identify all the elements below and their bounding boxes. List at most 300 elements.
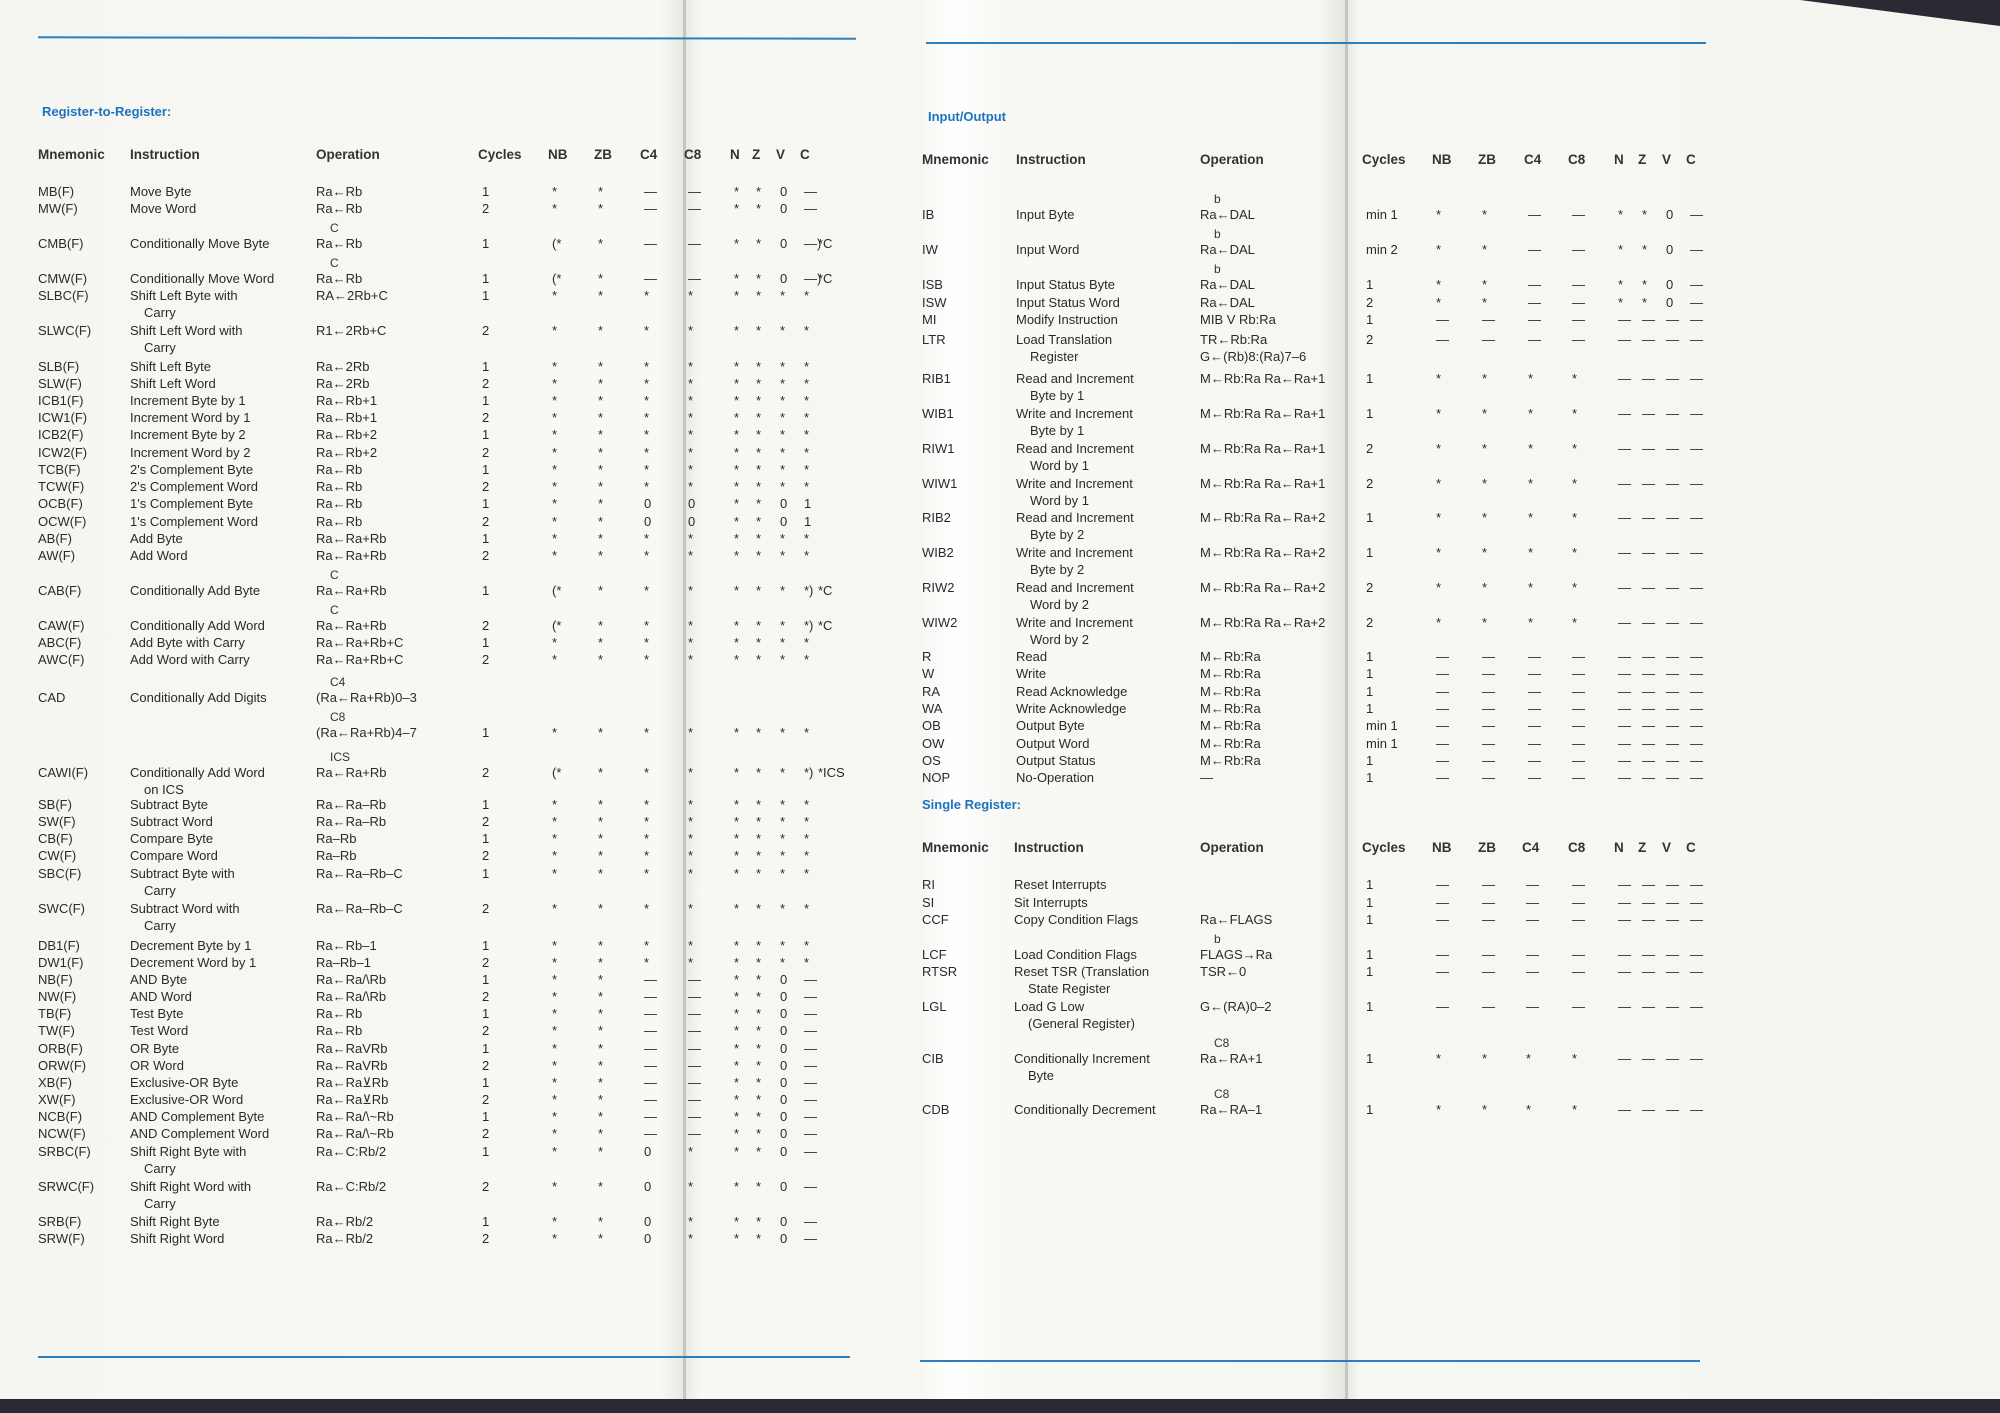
flag-n: * [734, 462, 740, 477]
flag-c4: — [1528, 684, 1541, 699]
cycles: 1 [482, 1006, 490, 1021]
flag-zb: * [1482, 207, 1488, 222]
flag-c4: * [644, 479, 650, 494]
flag-nb: * [552, 184, 558, 199]
cycles: 2 [482, 410, 490, 425]
flag-nb: * [552, 1023, 558, 1038]
flag-c8: — [1572, 312, 1585, 327]
instruction [130, 634, 245, 651]
instruction-line: Input Status Byte [1016, 277, 1116, 292]
column-header-instruction: Instruction [1014, 840, 1084, 855]
flag-c8: * [688, 831, 694, 846]
flag-c8: — [1572, 684, 1585, 699]
flag-z: * [756, 479, 762, 494]
flag-c8: — [1572, 999, 1585, 1014]
flag-z: — [1642, 770, 1655, 785]
flag-zb: * [598, 955, 604, 970]
instruction-line: Shift Left Byte [130, 359, 211, 374]
flag-z: — [1642, 701, 1655, 716]
column-header-c4: C4 [1524, 152, 1542, 167]
flag-c8: * [688, 1179, 694, 1194]
operation: Ra←Ra+Rb [316, 531, 387, 546]
flag-n: * [734, 1109, 740, 1124]
flag-z: * [756, 1144, 762, 1159]
flag-zb: * [598, 618, 604, 633]
mnemonic: XB(F) [38, 1075, 72, 1090]
flag-z: — [1642, 510, 1655, 525]
flag-v: 0 [780, 1023, 788, 1038]
flag-c8: * [688, 531, 694, 546]
cycles: 2 [482, 479, 490, 494]
flag-zb: — [1482, 332, 1495, 347]
flag-c4: — [1526, 877, 1539, 892]
instruction [130, 1125, 269, 1142]
flag-v: * [780, 725, 786, 740]
mnemonic: OB [922, 718, 941, 733]
flag-z: * [756, 583, 762, 598]
flag-nb: * [552, 1214, 558, 1229]
operation: Ra←Ra/\Rb [316, 972, 387, 987]
flag-v: — [1666, 1102, 1679, 1117]
column-header-c: C [1686, 152, 1696, 167]
flag-nb: — [1436, 753, 1449, 768]
flag-v: * [780, 814, 786, 829]
mnemonic: TB(F) [38, 1006, 72, 1021]
flag-c: — [804, 1109, 817, 1124]
flag-c4: — [1528, 701, 1541, 716]
flag-z: — [1642, 1051, 1655, 1066]
table-row [0, 1040, 817, 1056]
column-header-cycles: Cycles [478, 147, 522, 162]
flag-zb: * [1482, 510, 1488, 525]
cycles: 2 [482, 901, 490, 916]
flag-n: — [1618, 332, 1631, 347]
flag-c: — [1690, 242, 1703, 257]
instruction [130, 1230, 224, 1247]
flag-n: * [734, 1144, 740, 1159]
mnemonic: ISB [922, 277, 943, 292]
flag-nb: * [552, 1058, 558, 1073]
flag-nb: — [1436, 947, 1449, 962]
flag-c: — [1690, 332, 1703, 347]
cycles: 1 [1366, 277, 1374, 292]
flag-z: — [1642, 964, 1655, 979]
instruction-line: Carry [144, 340, 176, 355]
mnemonic: SRWC(F) [38, 1179, 95, 1194]
mnemonic: SLW(F) [38, 376, 82, 391]
instruction-line: Exclusive-OR Byte [130, 1075, 239, 1090]
flag-c4: * [1528, 615, 1534, 630]
flag-z: — [1642, 684, 1655, 699]
column-header-v: V [1662, 840, 1672, 855]
table-row [0, 700, 1703, 716]
flag-nb: * [552, 831, 558, 846]
mnemonic: AW(F) [38, 548, 76, 563]
operation: Ra←Ra⊻Rb [316, 1092, 389, 1107]
column-header-mnemonic: Mnemonic [922, 840, 989, 855]
flag-c8: * [688, 1231, 694, 1246]
flag-c8: * [688, 901, 694, 916]
flag-n: — [1618, 770, 1631, 785]
operation-superscript: C [330, 568, 339, 582]
flag-c4: * [1528, 441, 1534, 456]
table-row [0, 287, 810, 320]
flag-z: — [1642, 312, 1655, 327]
operation: FLAGS→Ra [1200, 947, 1273, 962]
flag-c8: * [688, 427, 694, 442]
cycles: 1 [482, 1144, 490, 1159]
flag-zb: — [1482, 999, 1495, 1014]
flag-zb: * [598, 445, 604, 460]
scan-edge [0, 1399, 2000, 1413]
instruction [130, 270, 274, 287]
mnemonic: R [922, 649, 932, 664]
flag-c: * [804, 635, 810, 650]
flag-n: * [734, 1092, 740, 1107]
flag-v: 0 [780, 1231, 788, 1246]
operation-superscript: b [1214, 932, 1221, 946]
cycles: 2 [1366, 476, 1374, 491]
instruction-line: Increment Word by 1 [130, 410, 251, 425]
flag-c: — [1690, 912, 1703, 927]
mnemonic: ORW(F) [38, 1058, 87, 1073]
column-header-zb: ZB [594, 147, 612, 162]
flag-c: — [1690, 580, 1703, 595]
flag-c8: — [688, 1109, 701, 1124]
flag-z: * [756, 1023, 762, 1038]
table-row [0, 954, 810, 970]
operation: Ra←Ra+Rb+C [316, 635, 404, 650]
flag-c: — [804, 1023, 817, 1038]
cycles: 2 [482, 814, 490, 829]
cycles: 1 [482, 531, 490, 546]
flag-c8: * [688, 376, 694, 391]
mnemonic: CMB(F) [38, 236, 84, 251]
flag-c8: * [688, 1214, 694, 1229]
flag-c4: — [1528, 666, 1541, 681]
operation: Ra←Ra+Rb+C [316, 652, 404, 667]
flag-v: 0 [780, 514, 788, 529]
flag-c: —) [804, 271, 822, 286]
instruction-line: Output Word [1016, 736, 1090, 751]
flag-note: *C [818, 618, 833, 633]
table-row [0, 513, 812, 529]
flag-nb: (* [552, 236, 562, 251]
flag-zb: * [1482, 615, 1488, 630]
operation-superscript: ICS [330, 750, 351, 764]
flag-z: — [1642, 736, 1655, 751]
flag-v: — [1666, 684, 1679, 699]
instruction-line: Increment Byte by 2 [130, 427, 246, 442]
flag-n: * [734, 531, 740, 546]
flag-zb: * [1482, 406, 1488, 421]
flag-z: — [1642, 441, 1655, 456]
table-row [0, 750, 845, 797]
operation: Ra←FLAGS [1200, 912, 1273, 927]
operation: M←Rb:Ra Ra←Ra+1 [1200, 406, 1326, 421]
instruction [1016, 665, 1046, 682]
instruction [130, 988, 192, 1005]
flag-c4: — [1528, 312, 1541, 327]
flag-v: * [780, 765, 786, 780]
table-row [0, 937, 810, 953]
flag-n: * [734, 236, 740, 251]
cycles: 1 [1366, 999, 1374, 1014]
flag-n: * [734, 901, 740, 916]
table-row [0, 392, 810, 408]
flag-c: * [804, 410, 810, 425]
flag-c: — [1690, 277, 1703, 292]
mnemonic: CW(F) [38, 848, 77, 863]
bottom-rule [38, 1356, 850, 1358]
flag-v: * [780, 359, 786, 374]
instruction-line: Add Byte [130, 531, 183, 546]
instruction-line: Modify Instruction [1016, 312, 1118, 327]
flag-v: — [1666, 406, 1679, 421]
flag-z: * [756, 514, 762, 529]
flag-v: — [1666, 947, 1679, 962]
flag-v: * [780, 288, 786, 303]
instruction [1016, 440, 1134, 474]
flag-c8: * [688, 323, 694, 338]
operation: Ra←2Rb [316, 359, 370, 374]
flag-zb: * [1482, 295, 1488, 310]
operation: Ra←Rb+2 [316, 445, 378, 460]
mnemonic: TCW(F) [38, 479, 85, 494]
mnemonic: LGL [922, 999, 947, 1014]
instruction-line: Write [1016, 666, 1047, 681]
cycles: 2 [1366, 295, 1374, 310]
flag-z: * [756, 1214, 762, 1229]
flag-v: * [780, 831, 786, 846]
cycles: 1 [482, 427, 490, 442]
flag-c: — [1690, 312, 1703, 327]
operation: Ra–Rb–1 [316, 955, 371, 970]
flag-z: — [1642, 877, 1655, 892]
flag-zb: * [598, 725, 604, 740]
operation: Ra←C:Rb/2 [316, 1144, 387, 1159]
instruction [130, 513, 258, 530]
column-header-operation: Operation [1200, 840, 1264, 855]
flag-n: * [734, 271, 740, 286]
instruction-line: OR Word [130, 1058, 184, 1073]
flag-zb: — [1482, 912, 1495, 927]
flag-v: * [780, 393, 786, 408]
top-rule [926, 42, 1706, 44]
operation: Ra←DAL [1200, 207, 1255, 222]
instruction [130, 865, 235, 899]
flag-z: — [1642, 718, 1655, 733]
flag-n: — [1618, 545, 1631, 560]
flag-v: — [1666, 312, 1679, 327]
operation: Ra←Ra+Rb [316, 583, 387, 598]
flag-note: *C [818, 236, 833, 251]
operation: Ra←Ra/\Rb [316, 989, 387, 1004]
flag-zb: * [1482, 1102, 1488, 1117]
flag-zb: * [598, 479, 604, 494]
flag-z: * [756, 548, 762, 563]
table-row [0, 547, 810, 563]
flag-c8: — [688, 1023, 701, 1038]
flag-v: — [1666, 999, 1679, 1014]
flag-c: — [804, 989, 817, 1004]
operation-superscript: C [330, 221, 339, 235]
flag-z: * [756, 1109, 762, 1124]
cycles: 1 [482, 359, 490, 374]
flag-n: — [1618, 371, 1631, 386]
mnemonic: MB(F) [38, 184, 75, 199]
instruction-line: Output Byte [1016, 718, 1085, 733]
table-row [0, 710, 810, 740]
mnemonic: CAD [38, 690, 66, 705]
flag-c8: * [688, 548, 694, 563]
flag-zb: * [1482, 277, 1488, 292]
instruction [130, 287, 238, 321]
flag-c: — [1690, 999, 1703, 1014]
instruction-line: AND Complement Byte [130, 1109, 265, 1124]
instruction [1016, 752, 1096, 769]
flag-v: — [1666, 964, 1679, 979]
flag-c: * [804, 445, 810, 460]
cycles: 1 [482, 831, 490, 846]
flag-n: — [1618, 947, 1631, 962]
operation: — [1200, 770, 1213, 785]
flag-v: 0 [780, 1214, 788, 1229]
flag-zb: — [1482, 964, 1495, 979]
flag-c8: * [1572, 580, 1578, 595]
instruction [1016, 579, 1134, 613]
flag-zb: * [598, 1179, 604, 1194]
flag-v: * [780, 531, 786, 546]
mnemonic: SBC(F) [38, 866, 82, 881]
flag-z: * [756, 201, 762, 216]
flag-c8: * [688, 462, 694, 477]
flag-c8: * [1572, 406, 1578, 421]
operation: M←Rb:Ra [1200, 684, 1261, 699]
operation: M←Rb:Ra Ra←Ra+2 [1200, 580, 1326, 595]
operation: Ra←Rb [316, 236, 363, 251]
flag-n: — [1618, 476, 1631, 491]
mnemonic: ABC(F) [38, 635, 82, 650]
mnemonic: CMW(F) [38, 271, 88, 286]
cycles: 1 [482, 1214, 490, 1229]
flag-zb: * [598, 583, 604, 598]
flag-zb: — [1482, 770, 1495, 785]
table-row [0, 900, 810, 933]
flag-z: * [756, 288, 762, 303]
flag-zb: * [598, 1231, 604, 1246]
instruction-line: Add Byte with Carry [130, 635, 245, 650]
instruction-line: Exclusive-OR Word [130, 1092, 244, 1107]
instruction [1016, 700, 1126, 717]
instruction [1016, 405, 1133, 439]
table-row [0, 971, 817, 987]
cycles: 1 [1366, 510, 1374, 525]
flag-c: — [804, 184, 817, 199]
flag-n: — [1618, 510, 1631, 525]
flag-c: — [804, 201, 817, 216]
flag-z: * [756, 462, 762, 477]
flag-n: * [734, 725, 740, 740]
cycles: 2 [482, 1126, 490, 1141]
column-header-n: N [1614, 840, 1624, 855]
cycles: 2 [482, 989, 490, 1004]
flag-zb: * [598, 1126, 604, 1141]
operation: Ra←Rb/2 [316, 1231, 374, 1246]
flag-c4: — [1528, 207, 1541, 222]
flag-nb: * [552, 652, 558, 667]
flag-c: — [1690, 476, 1703, 491]
flag-c4: — [1528, 295, 1541, 310]
instruction-line: Increment Byte by 1 [130, 393, 246, 408]
operation: RA←2Rb+C [316, 288, 388, 303]
flag-z: * [756, 236, 762, 251]
instruction-line: Input Word [1016, 242, 1080, 257]
flag-v: * [780, 848, 786, 863]
flag-n: * [734, 989, 740, 1004]
flag-n: — [1618, 736, 1631, 751]
flag-nb: — [1436, 770, 1449, 785]
column-header-cycles: Cycles [1362, 840, 1406, 855]
flag-z: — [1642, 406, 1655, 421]
flag-c8: * [1572, 371, 1578, 386]
flag-c8: 0 [688, 514, 696, 529]
flag-n: * [734, 184, 740, 199]
flag-z: * [756, 271, 762, 286]
cycles: 2 [482, 1058, 490, 1073]
flag-n: * [734, 765, 740, 780]
flag-v: 0 [780, 236, 788, 251]
flag-nb: * [1436, 476, 1442, 491]
flag-nb: * [552, 1075, 558, 1090]
cycles: 2 [482, 1231, 490, 1246]
cycles: 1 [482, 184, 490, 199]
cycles: 2 [482, 1023, 490, 1038]
section-title-register-to-register: Register-to-Register: [42, 104, 172, 119]
instruction [130, 409, 250, 426]
flag-zb: — [1482, 753, 1495, 768]
mnemonic: OCW(F) [38, 514, 87, 529]
mnemonic: AB(F) [38, 531, 72, 546]
flag-c8: — [688, 1041, 701, 1056]
flag-c: — [1690, 877, 1703, 892]
bottom-rule [920, 1360, 1700, 1362]
flag-z: * [756, 765, 762, 780]
flag-n: — [1618, 1051, 1631, 1066]
operation: Ra←Rb [316, 514, 363, 529]
flag-z: * [756, 635, 762, 650]
flag-c4: * [644, 848, 650, 863]
instruction-line: Shift Right Byte with [130, 1144, 247, 1159]
instruction [1016, 370, 1134, 404]
flag-nb: * [552, 1144, 558, 1159]
flag-n: * [734, 323, 740, 338]
flag-c8: — [1572, 947, 1585, 962]
flag-zb: * [598, 1023, 604, 1038]
flag-c4: 0 [644, 496, 652, 511]
instruction-line: Read [1016, 649, 1048, 664]
flag-c: — [804, 1179, 817, 1194]
flag-nb: — [1436, 877, 1449, 892]
column-header-instruction: Instruction [130, 147, 200, 162]
flag-z: * [756, 1126, 762, 1141]
flag-c: — [1690, 753, 1703, 768]
table-row [0, 675, 417, 705]
flag-nb: * [1436, 295, 1442, 310]
cycles: 1 [482, 462, 490, 477]
flag-n: — [1618, 1102, 1631, 1117]
mnemonic: SI [922, 895, 935, 910]
